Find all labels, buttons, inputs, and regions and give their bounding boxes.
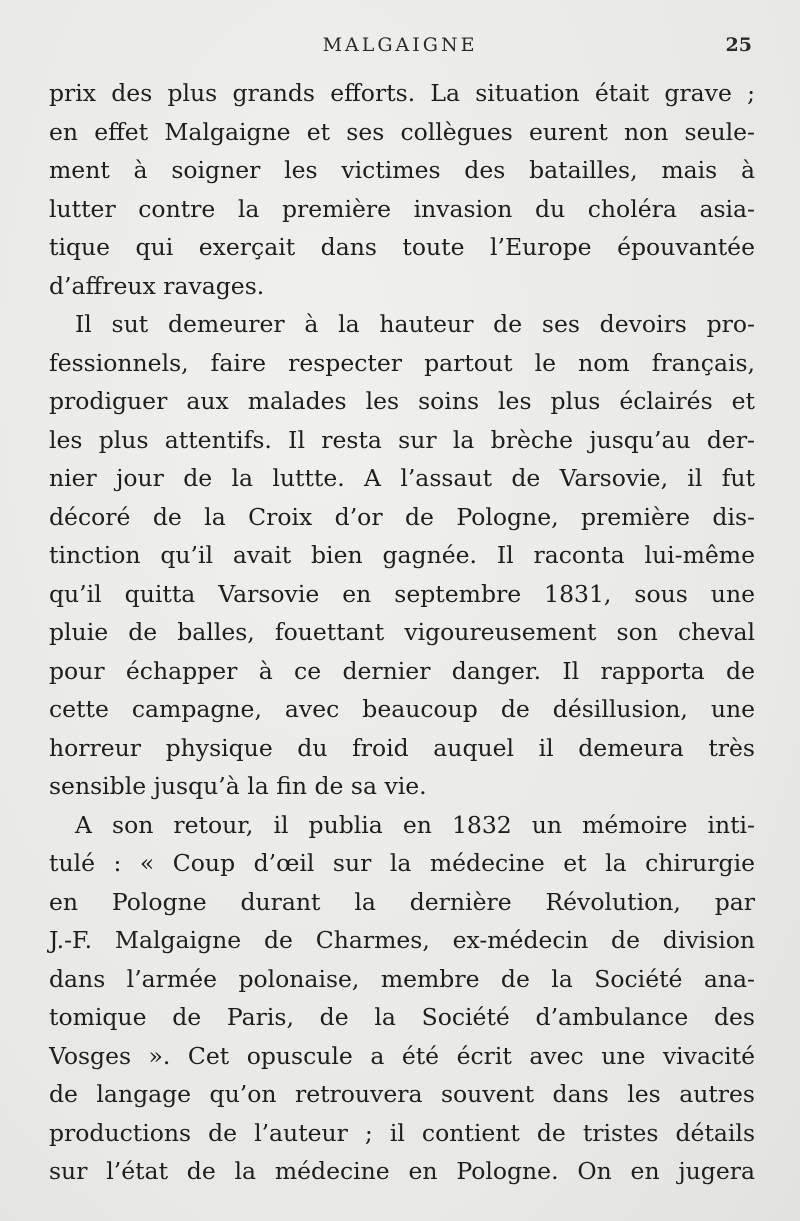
text-line: cette campagne, avec beaucoup de désillusion, une bbox=[49, 695, 755, 723]
body-text bbox=[49, 74, 755, 1191]
text-line: tulé : « Coup d’œil sur la médecine et la chirurgie bbox=[49, 849, 755, 877]
text-line: tinction qu’il avait bien gagnée. Il raconta lui-même bbox=[49, 541, 755, 569]
text-line: prodiguer aux malades les soins les plus éclairés et bbox=[49, 387, 755, 415]
running-title: MALGAIGNE bbox=[322, 34, 478, 56]
page-header bbox=[0, 34, 800, 64]
text-line: nier jour de la luttte. A l’assaut de Varsovie, il fut bbox=[49, 464, 755, 492]
text-line: en effet Malgaigne et ses collègues eurent non seule- bbox=[49, 117, 755, 146]
text-line: Il sut demeurer à la hauteur de ses devoirs pro- bbox=[75, 310, 755, 338]
text-line: sur l’état de la médecine en Pologne. On en jugera bbox=[49, 1157, 755, 1185]
text-line: pour échapper à ce dernier danger. Il rapporta de bbox=[49, 656, 755, 685]
text-line: tomique de Paris, de la Société d’ambulance des bbox=[49, 1003, 755, 1031]
text-line: productions de l’auteur ; il contient de tristes détails bbox=[49, 1118, 755, 1147]
text-line: en Pologne durant la dernière Révolution, par bbox=[49, 887, 755, 916]
text-line: Vosges ». Cet opuscule a été écrit avec une vivacité bbox=[49, 1041, 755, 1070]
text-line: ment à soigner les victimes des batailles, mais à bbox=[49, 156, 755, 184]
text-line: décoré de la Croix d’or de Pologne, première dis- bbox=[49, 502, 755, 531]
text-line: d’affreux ravages. bbox=[49, 271, 265, 300]
text-line: fessionnels, faire respecter partout le nom français, bbox=[49, 348, 755, 377]
text-line: horreur physique du froid auquel il demeura très bbox=[49, 733, 755, 762]
text-line: J.-F. Malgaigne de Charmes, ex-médecin de division bbox=[49, 926, 755, 954]
text-line: lutter contre la première invasion du choléra asia- bbox=[49, 194, 755, 223]
text-line: A son retour, il publia en 1832 un mémoire inti- bbox=[75, 810, 755, 839]
page-number: 25 bbox=[725, 34, 752, 56]
text-line: qu’il quitta Varsovie en septembre 1831, sous une bbox=[49, 579, 755, 608]
text-line: tique qui exerçait dans toute l’Europe épouvantée bbox=[49, 233, 755, 261]
text-line: pluie de balles, fouettant vigoureusement son cheval bbox=[49, 618, 755, 646]
text-line: les plus attentifs. Il resta sur la brèche jusqu’au der- bbox=[49, 425, 755, 454]
text-line: de langage qu’on retrouvera souvent dans les autres bbox=[49, 1080, 755, 1108]
text-line: prix des plus grands efforts. La situation était grave ; bbox=[49, 79, 755, 107]
text-line: dans l’armée polonaise, membre de la Société ana- bbox=[49, 964, 755, 993]
text-line: sensible jusqu’à la fin de sa vie. bbox=[49, 772, 427, 800]
